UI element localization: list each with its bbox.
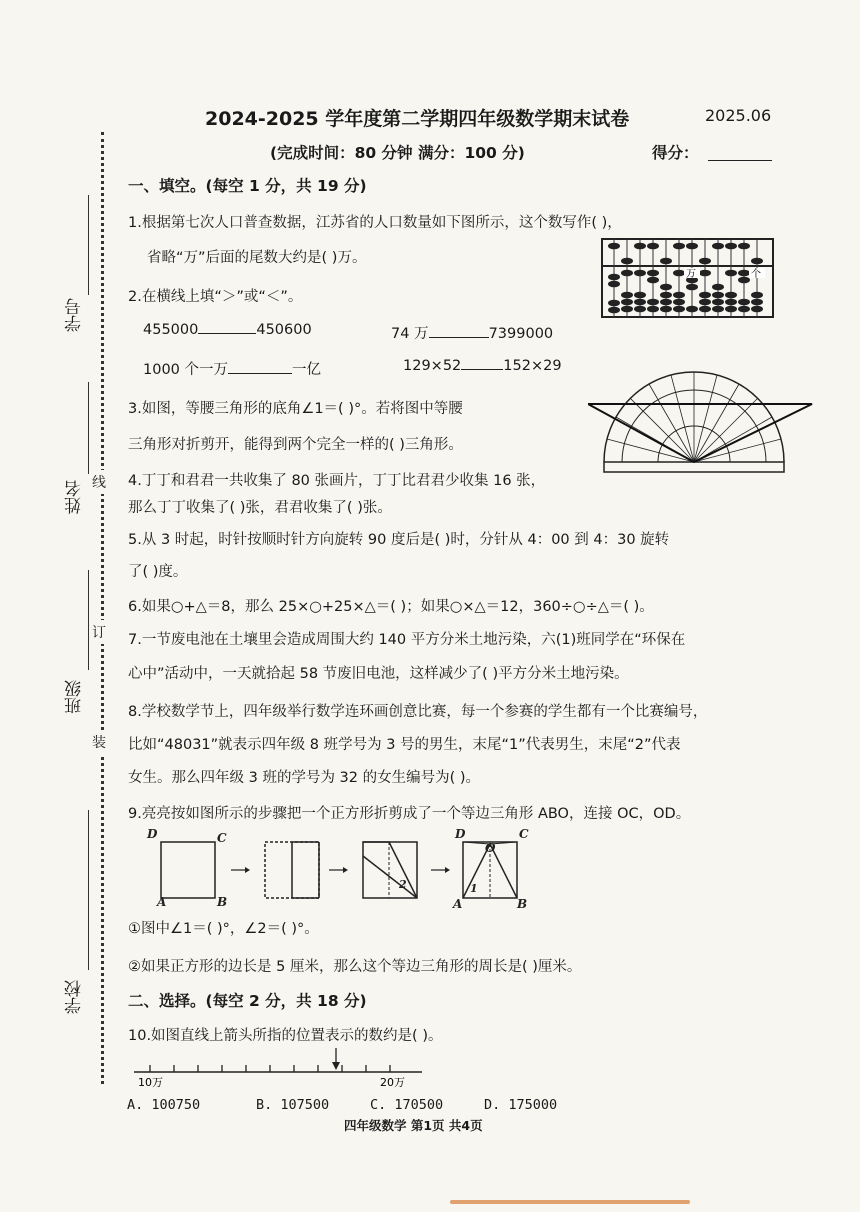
abacus-wan-label: 万 <box>686 269 696 280</box>
class-blank[interactable] <box>88 570 89 670</box>
q10-option-a[interactable]: A. 100750 <box>127 1097 201 1113</box>
number-line-left-label: 10万 <box>138 1076 163 1089</box>
binding-dotted-line <box>101 132 104 1084</box>
folding-steps-figure <box>145 826 535 910</box>
protractor-figure <box>588 364 814 474</box>
binding-mark-line: 线 <box>92 470 106 494</box>
q2-item-4: 129×52 152×29 <box>403 358 562 374</box>
fig-label-B2: B <box>517 897 528 910</box>
q5-line2: 了( )度。 <box>128 564 188 580</box>
q6-text: 6.如果○+△＝8，那么 25×○+25×△＝( )；如果○×△＝12，360÷○÷△＝( )。 <box>128 599 654 615</box>
q9-part2: ②如果正方形的边长是 5 厘米，那么这个等边三角形的周长是( )厘米。 <box>128 959 582 975</box>
fig-label-A1: A <box>157 895 167 909</box>
q2-item-1: 455000 450600 <box>143 322 312 338</box>
q3-line2: 三角形对折剪开，能得到两个完全一样的( )三角形。 <box>128 437 463 453</box>
q8-line3: 女生。那么四年级 3 班的学号为 32 的女生编号为( )。 <box>128 770 481 786</box>
fig-label-B1: B <box>217 895 228 909</box>
q8-line1: 8.学校数学节上，四年级举行数学连环画创意比赛，每一个参赛的学生都有一个比赛编号， <box>128 704 708 720</box>
q2-blank-4[interactable] <box>461 369 503 370</box>
section1-heading: 一、填空。(每空 1 分，共 19 分) <box>128 177 367 195</box>
score-blank[interactable] <box>708 160 772 161</box>
school-label: 学校 <box>65 980 85 1014</box>
fig-label-C1: C <box>217 831 227 845</box>
abacus-figure <box>600 237 775 319</box>
abacus-ge-label: 个 <box>751 269 761 280</box>
fig-label-D1: D <box>147 827 158 841</box>
number-line-right-label: 20万 <box>380 1076 405 1089</box>
fig-label-A2: A <box>453 897 463 910</box>
q8-line2: 比如“48031”就表示四年级 8 班学号为 3 号的男生，末尾“1”代表男生，末尾“2”代表 <box>128 737 681 753</box>
q10-option-b[interactable]: B. 107500 <box>256 1097 330 1113</box>
q5-line1: 5.从 3 时起，时针按顺时针方向旋转 90 度后是( )时，分针从 4：00 到 4：30 旋转 <box>128 532 670 548</box>
student-id-label: 学号 <box>65 298 85 332</box>
q10-option-d[interactable]: D. 175000 <box>484 1097 558 1113</box>
name-label: 姓名 <box>65 480 85 514</box>
q2-blank-2[interactable] <box>429 337 489 338</box>
section2-heading: 二、选择。(每空 2 分，共 18 分) <box>128 992 367 1010</box>
school-blank[interactable] <box>88 810 89 970</box>
q7-line1: 7.一节废电池在土壤里会造成周围大约 140 平方分米土地污染，六(1)班同学在“环保在 <box>128 632 686 648</box>
q1-line1: 1.根据第七次人口普查数据，江苏省的人口数量如下图所示，这个数写作( )， <box>128 215 622 231</box>
page-footer: 四年级数学 第1页 共4页 <box>344 1118 483 1133</box>
q7-line2: 心中”活动中，一天就拾起 58 节废旧电池，这样减少了( )平方分米土地污染。 <box>128 666 629 682</box>
fig-label-O: O <box>485 841 496 855</box>
q4-line2: 那么丁丁收集了( )张，君君收集了( )张。 <box>128 500 392 516</box>
q3-line1: 3.如图，等腰三角形的底角∠1＝( )°。若将图中等腰 <box>128 401 463 417</box>
exam-subtitle: (完成时间：80 分钟 满分：100 分) <box>270 144 525 162</box>
q4-line1: 4.丁丁和君君一共收集了 80 张画片，丁丁比君君少收集 16 张， <box>128 473 546 489</box>
q9-text: 9.亮亮按如图所示的步骤把一个正方形折剪成了一个等边三角形 ABO，连接 OC，OD。 <box>128 806 691 822</box>
q10-text: 10.如图直线上箭头所指的位置表示的数约是( )。 <box>128 1028 443 1044</box>
q2-text: 2.在横线上填“＞”或“＜”。 <box>128 289 303 305</box>
q2-item-3: 1000 个一万 一亿 <box>143 362 322 378</box>
fig-label-2: 2 <box>399 878 407 891</box>
q9-part1: ①图中∠1＝( )°，∠2＝( )°。 <box>128 921 319 937</box>
q2-blank-3[interactable] <box>228 373 292 374</box>
fig-label-1: 1 <box>470 882 478 895</box>
q2-item-2: 74 万 7399000 <box>391 326 554 342</box>
score-label: 得分： <box>652 144 699 162</box>
student-id-blank[interactable] <box>88 195 89 295</box>
class-label: 班级 <box>65 680 85 714</box>
name-blank[interactable] <box>88 382 89 474</box>
exam-title: 2024-2025 学年度第二学期四年级数学期末试卷 <box>205 108 630 130</box>
fig-label-D2: D <box>455 827 466 841</box>
number-line-figure <box>130 1048 430 1090</box>
binding-mark-staple: 订 <box>92 620 106 644</box>
q2-blank-1[interactable] <box>198 333 256 334</box>
binding-mark-bind: 装 <box>92 730 106 754</box>
q10-option-c[interactable]: C. 170500 <box>370 1097 444 1113</box>
q1-line2: 省略“万”后面的尾数大约是( )万。 <box>147 250 367 266</box>
exam-date: 2025.06 <box>705 106 772 125</box>
scan-edge-mark <box>450 1200 690 1204</box>
fig-label-C2: C <box>519 827 529 841</box>
